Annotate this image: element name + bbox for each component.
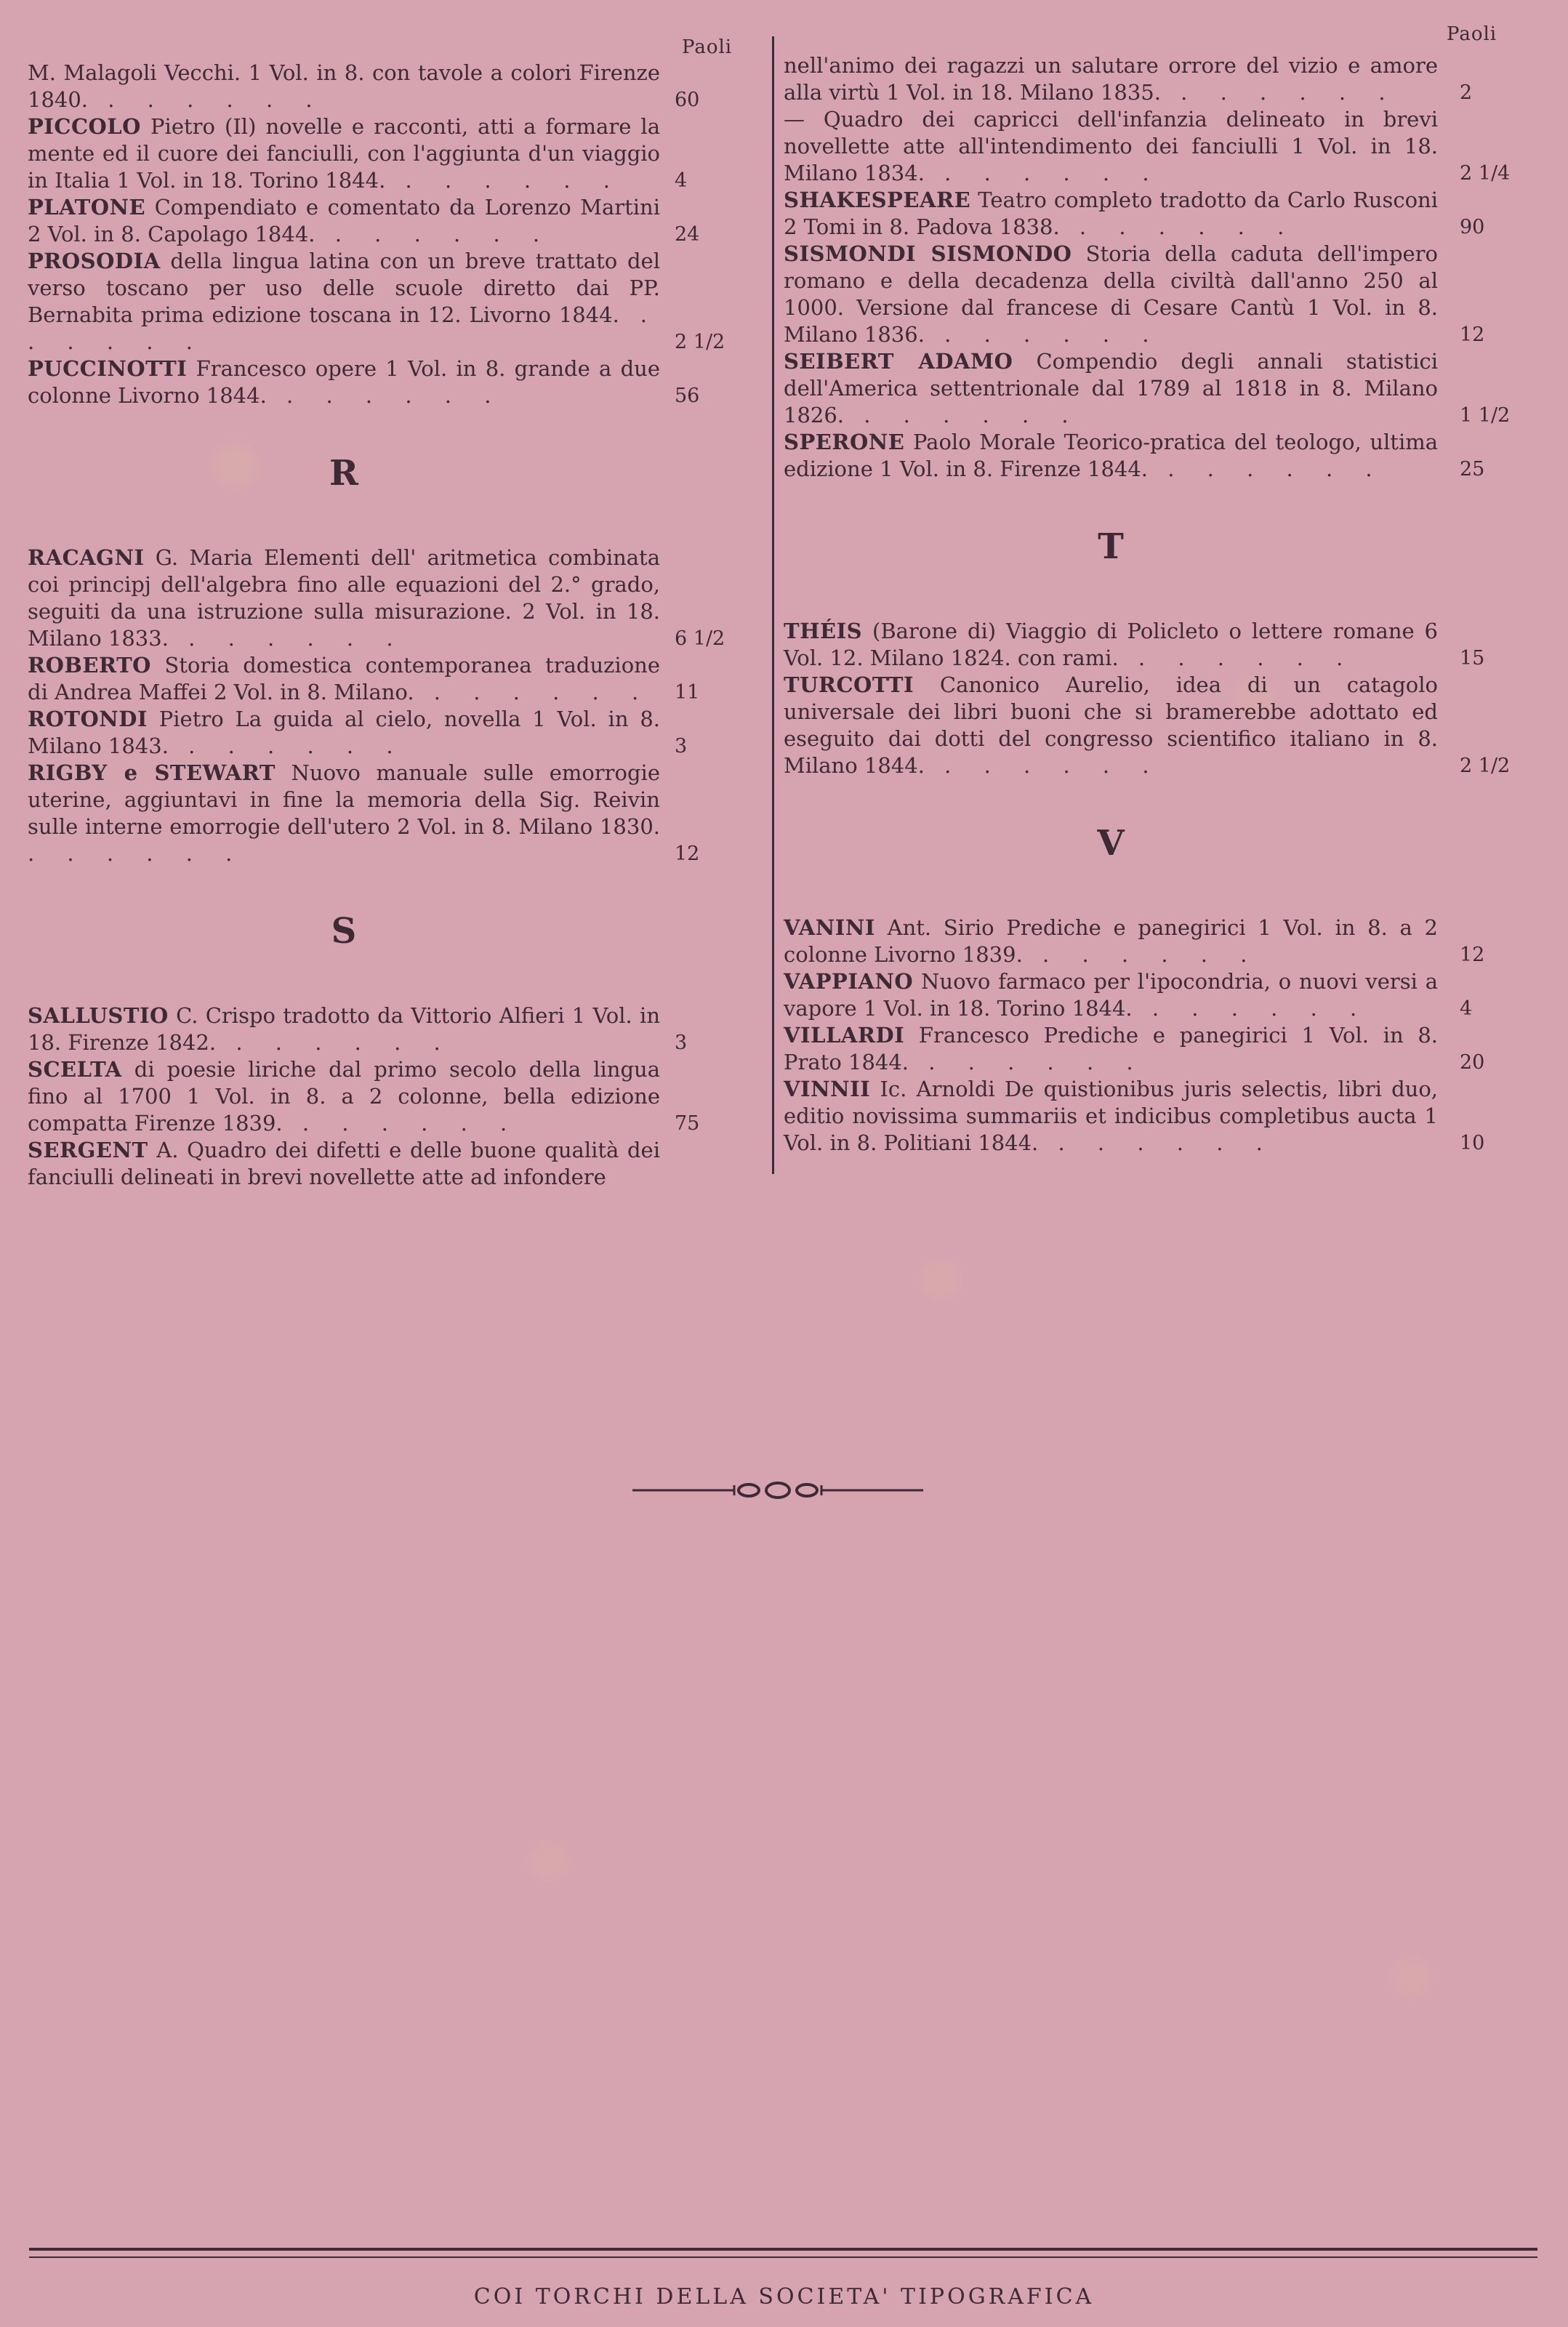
entry-heading: SISMONDI SISMONDO xyxy=(784,241,1072,266)
entry-price: 2 1/2 xyxy=(1460,755,1511,777)
catalogue-entry xyxy=(28,194,762,248)
entry-price: 2 xyxy=(1460,81,1473,104)
leader-dots: . . . . . . xyxy=(315,222,553,246)
catalogue-entry xyxy=(784,187,1547,241)
catalogue-entry xyxy=(784,618,1547,672)
entry-heading: RACAGNI xyxy=(28,545,145,570)
leader-dots: . . . . . . xyxy=(28,841,246,866)
leader-dots: . . . . . . xyxy=(168,626,406,651)
entry-price: 15 xyxy=(1460,647,1485,670)
column-divider xyxy=(772,36,774,1174)
entry-description: Paolo Morale Teorico-pratica del teologo, ultima edizione 1 Vol. in 8. Firenze 1844. xyxy=(784,430,1439,481)
leader-dots: . . . . . . xyxy=(266,383,504,408)
leader-dots: . . . . . . xyxy=(924,753,1162,778)
catalogue-entry xyxy=(28,1137,762,1191)
entry-heading: PROSODIA xyxy=(28,249,161,273)
catalogue-entry xyxy=(28,60,762,113)
entry-description: Francesco opere 1 Vol. in 8. grande a due colonne Livorno 1844. xyxy=(28,356,661,408)
entry-description: Francesco Prediche e panegirici 1 Vol. in 8. Prato 1844. xyxy=(784,1023,1439,1074)
leader-dots: . . . . . . xyxy=(168,734,406,758)
entry-heading: SERGENT xyxy=(28,1138,148,1162)
entry-price: 20 xyxy=(1460,1051,1485,1074)
price-column-header-left: Paoli xyxy=(682,36,733,58)
section-letter: T xyxy=(1098,526,1124,567)
catalogue-entry xyxy=(784,52,1547,106)
entry-price: 11 xyxy=(675,681,700,704)
entry-description: Ic. Arnoldi De quistionibus juris selectis, libri duo, editio novissima summariis et indicibus completibus aucta 1 Vol. in 8. Politiani 1844. xyxy=(784,1077,1439,1155)
entry-heading: SALLUSTIO xyxy=(28,1003,169,1028)
leader-dots: . . . . . . xyxy=(924,322,1162,347)
entry-heading: ROTONDI xyxy=(28,707,148,731)
entry-description: nell'animo dei ragazzi un salutare orrore del vizio e amore alla virtù 1 Vol. in 18. Milano 1835. xyxy=(784,53,1438,105)
catalogue-entry xyxy=(784,672,1547,779)
entry-heading: RIGBY e STEWART xyxy=(28,760,276,785)
catalogue-entry xyxy=(784,106,1547,187)
entry-description: G. Maria Elementi dell' aritmetica combinata coi principj dell'algebra fino alle equazioni del 2.° grado, seguiti da una istruzione sulla misurazione. 2 Vol. in 18. Milano 1833. xyxy=(28,545,660,651)
catalogue-entry xyxy=(784,429,1547,483)
leader-dots: . . . . . . xyxy=(844,403,1082,427)
section-letter: V xyxy=(1097,823,1125,864)
leader-dots: . . . . . . xyxy=(385,168,623,193)
section-letter: S xyxy=(331,911,357,952)
leader-dots: . . . . . . xyxy=(1022,942,1261,967)
entry-price: 24 xyxy=(675,223,700,246)
catalogue-entry xyxy=(28,760,762,867)
entry-heading: VILLARDI xyxy=(784,1023,905,1048)
catalogue-entry xyxy=(784,968,1547,1022)
entry-description: A. Quadro dei difetti e delle buone qualità dei fanciulli delineati in brevi novellette atte ad infondere xyxy=(28,1138,660,1189)
leader-dots: . . . . . . xyxy=(28,302,661,354)
left-column xyxy=(28,60,762,1191)
entry-price: 4 xyxy=(675,169,688,192)
catalogue-entry xyxy=(28,355,762,409)
leader-dots: . . . . . . xyxy=(1118,646,1356,670)
entry-price: 10 xyxy=(1460,1132,1485,1154)
catalogue-entry xyxy=(784,348,1547,429)
catalogue-entry xyxy=(28,113,762,194)
catalogue-entry xyxy=(28,544,762,652)
entry-description: Teatro completo tradotto da Carlo Rusconi 2 Tomi in 8. Padova 1838. xyxy=(784,188,1438,239)
entry-price: 2 1/2 xyxy=(675,331,725,353)
entry-price: 1 1/2 xyxy=(1460,404,1511,427)
entry-description: Storia domestica contemporanea traduzione di Andrea Maffei 2 Vol. in 8. Milano. xyxy=(28,653,660,704)
entry-price: 3 xyxy=(675,1032,688,1054)
catalogue-entry xyxy=(784,241,1547,348)
catalogue-entry xyxy=(28,1056,762,1137)
leader-dots: . . . . . . xyxy=(1160,80,1399,105)
entry-heading: SEIBERT ADAMO xyxy=(784,349,1013,374)
entry-heading: SHAKESPEARE xyxy=(784,188,971,212)
footer-rule-thin xyxy=(29,2256,1537,2258)
entry-description: Ant. Sirio Prediche e panegirici 1 Vol. in 8. a 2 colonne Livorno 1839. xyxy=(784,915,1439,967)
leader-dots: . . . . . . xyxy=(216,1030,454,1055)
catalogue-entry xyxy=(784,1076,1547,1157)
entry-price: 3 xyxy=(675,735,688,757)
entry-heading: SCELTA xyxy=(28,1057,122,1082)
leader-dots: . . . . . . xyxy=(282,1111,520,1136)
catalogue-entry xyxy=(784,915,1547,968)
entry-price: 2 1/4 xyxy=(1460,162,1511,185)
entry-description: della lingua latina con un breve trattato del verso toscano per uso delle scuole diretto dai PP. Bernabita prima edizione toscana in 12. Livorno 1844. xyxy=(28,249,660,327)
entry-price: 12 xyxy=(675,843,700,865)
leader-dots: . . . . . . xyxy=(1132,996,1370,1021)
entry-price: 90 xyxy=(1460,216,1485,238)
catalogue-entry xyxy=(28,652,762,706)
entry-price: 60 xyxy=(675,89,700,111)
entry-heading: TURCOTTI xyxy=(784,672,914,697)
entry-price: 75 xyxy=(675,1112,700,1135)
leader-dots: . . . . . . xyxy=(1038,1130,1276,1155)
entry-description: M. Malagoli Vecchi. 1 Vol. in 8. con tavole a colori Firenze 1840. xyxy=(28,60,660,112)
entry-description: Pietro (Il) novelle e racconti, atti a formare la mente ed il cuore dei fanciulli, con l'aggiunta d'un viaggio in Italia 1 Vol. in 18. Torino 1844. xyxy=(28,114,660,193)
leader-dots: . . . . . . xyxy=(414,680,652,704)
entry-heading: PLATONE xyxy=(28,195,146,220)
footer-rule-thick xyxy=(29,2248,1537,2251)
entry-price: 25 xyxy=(1460,458,1485,481)
entry-heading: ROBERTO xyxy=(28,653,151,678)
right-column xyxy=(784,52,1547,1157)
ornament-divider xyxy=(632,1479,923,1501)
entry-heading: VANINI xyxy=(784,915,875,940)
leader-dots: . . . . . . xyxy=(924,161,1162,185)
entry-price: 56 xyxy=(675,385,700,407)
leader-dots: . . . . . . xyxy=(88,87,326,112)
entry-price: 6 1/2 xyxy=(675,627,725,650)
entry-description: Compendio degli annali statistici dell'America settentrionale dal 1789 al 1818 in 8. Milano 1826. xyxy=(784,349,1438,427)
entry-description: Nuovo manuale sulle emorrogie uterine, aggiuntavi in fine la memoria della Sig. Reivin sulle interne emorrogie dell'utero 2 Vol. in 8. Milano 1830. xyxy=(28,760,660,839)
entry-description: Compendiato e comentato da Lorenzo Martini 2 Vol. in 8. Capolago 1844. xyxy=(28,195,661,246)
entry-description: (Barone di) Viaggio di Policleto o lettere romane 6 Vol. 12. Milano 1824. con rami. xyxy=(784,619,1439,670)
price-column-header-right: Paoli xyxy=(1447,23,1497,45)
entry-description: Pietro La guida al cielo, novella 1 Vol. in 8. Milano 1843. xyxy=(28,707,660,758)
entry-heading: PICCOLO xyxy=(28,114,141,139)
entry-description: C. Crispo tradotto da Vittorio Alfieri 1 Vol. in 18. Firenze 1842. xyxy=(28,1003,661,1055)
catalogue-entry xyxy=(28,706,762,760)
leader-dots: . . . . . . xyxy=(909,1050,1146,1074)
entry-description: Nuovo farmaco per l'ipocondria, o nuovi versi a vapore 1 Vol. in 18. Torino 1844. xyxy=(784,969,1438,1021)
entry-description: di poesie liriche dal primo secolo della lingua fino al 1700 1 Vol. in 8. a 2 colonne, bella edizione compatta Firenze 1839. xyxy=(28,1057,661,1136)
entry-heading: SPERONE xyxy=(784,430,905,454)
entry-heading: VINNII xyxy=(784,1077,871,1101)
entry-heading: PUCCINOTTI xyxy=(28,356,188,381)
entry-price: 12 xyxy=(1460,323,1485,346)
section-letter: R xyxy=(329,453,358,494)
catalogue-entry xyxy=(28,248,762,355)
entry-description: Storia della caduta dell'impero romano e della decadenza della civiltà dall'anno 250 al 1000. Versione dal francese di Cesare Cantù 1 Vol. in 8. Milano 1836. xyxy=(784,241,1438,347)
catalogue-entry xyxy=(28,1002,762,1056)
printer-imprint: COI TORCHI DELLA SOCIETA' TIPOGRAFICA xyxy=(473,2284,1095,2310)
leader-dots: . . . . . . xyxy=(1148,457,1386,481)
leader-dots: . . . . . . xyxy=(1059,214,1298,239)
entry-heading: THÉIS xyxy=(784,619,863,643)
entry-price: 4 xyxy=(1460,997,1473,1020)
entry-description: Canonico Aurelio, idea di un catagolo universale dei libri buoni che si bramerebbe adottato ed eseguito dai dotti del congresso scientifico italiano in 8. Milano 1844. xyxy=(784,672,1439,778)
entry-description: — Quadro dei capricci dell'infanzia delineato in brevi novellette atte all'intendimento dei fanciulli 1 Vol. in 18. Milano 1834. xyxy=(784,107,1438,185)
entry-heading: VAPPIANO xyxy=(784,969,914,994)
catalogue-entry xyxy=(784,1022,1547,1076)
entry-price: 12 xyxy=(1460,944,1485,966)
